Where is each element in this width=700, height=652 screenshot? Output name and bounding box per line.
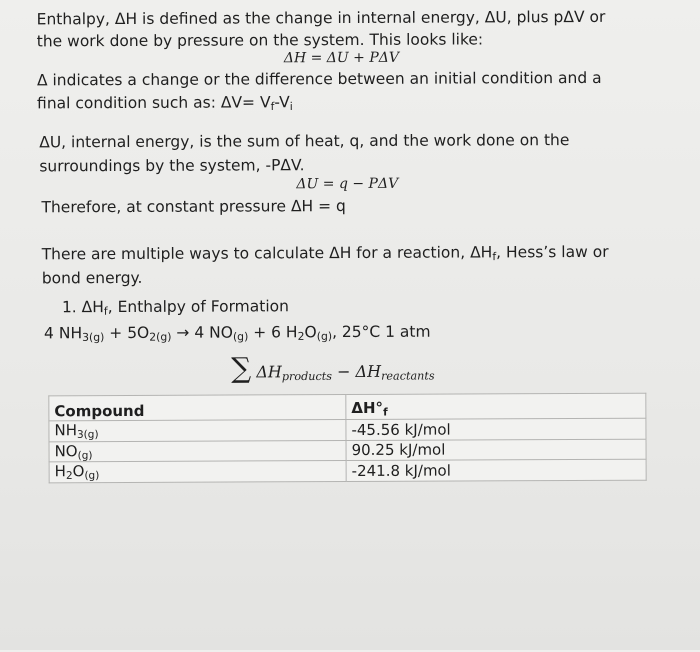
phase-subscript: (g) bbox=[77, 449, 93, 462]
dh-header-subscript: f bbox=[383, 406, 388, 419]
reaction-subscript: 3(g) bbox=[82, 330, 105, 344]
table-row bbox=[49, 418, 646, 441]
sum-minus: − bbox=[331, 361, 356, 382]
compound-cell bbox=[49, 440, 346, 462]
formula-text: O bbox=[72, 462, 85, 481]
enthalpy-of-formation-table bbox=[48, 393, 646, 483]
reaction-part: O bbox=[304, 323, 317, 342]
formula-text: NO bbox=[54, 441, 78, 460]
value-cell: -241.8 kJ/mol bbox=[346, 459, 646, 481]
compound-cell bbox=[49, 420, 346, 442]
compound-header: Compound bbox=[49, 395, 346, 421]
list-item-enthalpy-formation bbox=[62, 296, 289, 322]
methods-subscript: f bbox=[492, 250, 497, 264]
internal-energy-equation: ΔU = q − PΔV bbox=[296, 175, 399, 193]
formula-subscript: 3 bbox=[76, 428, 84, 441]
compound-cell bbox=[49, 461, 346, 483]
value-cell: 90.25 kJ/mol bbox=[346, 439, 646, 461]
reaction-part: + 5O bbox=[104, 323, 150, 343]
dh-products: ΔH bbox=[256, 362, 282, 382]
internal-energy-line-1: ΔU, internal energy, is the sum of heat, q, and the work done on the bbox=[39, 131, 570, 152]
formula-subscript: 2 bbox=[65, 470, 73, 483]
list-item-subscript: f bbox=[103, 304, 108, 318]
value-cell: -45.56 kJ/mol bbox=[346, 418, 646, 440]
list-item-prefix: 1. ΔH bbox=[61, 298, 104, 317]
table-header-row bbox=[49, 393, 646, 421]
methods-text-a: There are multiple ways to calculate ΔH for a reaction, ΔH bbox=[41, 243, 493, 264]
reaction-part: 4 NH bbox=[43, 324, 83, 343]
enthalpy-equation: ΔH = ΔU + PΔV bbox=[283, 49, 400, 67]
dh-reactants: ΔH bbox=[355, 361, 382, 381]
formula-text: H bbox=[54, 462, 66, 481]
constant-pressure-conclusion: Therefore, at constant pressure ΔH = q bbox=[41, 197, 346, 217]
formula-text: NH bbox=[54, 421, 77, 440]
sum-formula bbox=[231, 351, 435, 385]
phase-subscript: (g) bbox=[83, 428, 99, 441]
reaction-subscript: (g) bbox=[316, 329, 333, 343]
reaction-part: + 6 H bbox=[248, 323, 298, 342]
initial-subscript: i bbox=[289, 99, 293, 113]
methods-text-b: , Hess’s law or bbox=[496, 242, 609, 262]
delta-definition-line-2 bbox=[37, 92, 293, 118]
final-subscript: f bbox=[270, 100, 275, 114]
methods-line-1 bbox=[42, 242, 609, 269]
table-row bbox=[49, 459, 646, 482]
reaction-subscript: 2(g) bbox=[149, 330, 172, 344]
reaction-conditions: , 25°C 1 atm bbox=[332, 322, 431, 342]
reaction-subscript: (g) bbox=[232, 330, 249, 344]
intro-line-1: Enthalpy, ΔH is defined as the change in internal energy, ΔU, plus pΔV or bbox=[36, 7, 606, 29]
reactants-subscript: reactants bbox=[381, 369, 435, 383]
list-item-suffix: , Enthalpy of Formation bbox=[107, 297, 289, 317]
phase-subscript: (g) bbox=[84, 469, 100, 483]
methods-line-2: bond energy. bbox=[41, 268, 143, 288]
reaction-part: → 4 NO bbox=[171, 323, 233, 342]
internal-energy-line-2: surroundings by the system, -PΔV. bbox=[39, 156, 305, 176]
delta-def-prefix: final condition such as: ΔV= V bbox=[36, 93, 271, 113]
intro-line-2: the work done by pressure on the system. This looks like: bbox=[36, 30, 484, 51]
reaction-equation bbox=[44, 322, 431, 348]
table-row bbox=[49, 439, 646, 462]
delta-def-dash: -V bbox=[274, 93, 290, 112]
products-subscript: products bbox=[281, 369, 332, 384]
dh-header-text: ΔH° bbox=[351, 399, 384, 418]
delta-definition-line-1: Δ indicates a change or the difference between an initial condition and a bbox=[36, 68, 602, 90]
reaction-subscript: 2 bbox=[297, 329, 305, 343]
sigma-symbol: ∑ bbox=[231, 351, 252, 385]
dh-header bbox=[346, 393, 646, 419]
